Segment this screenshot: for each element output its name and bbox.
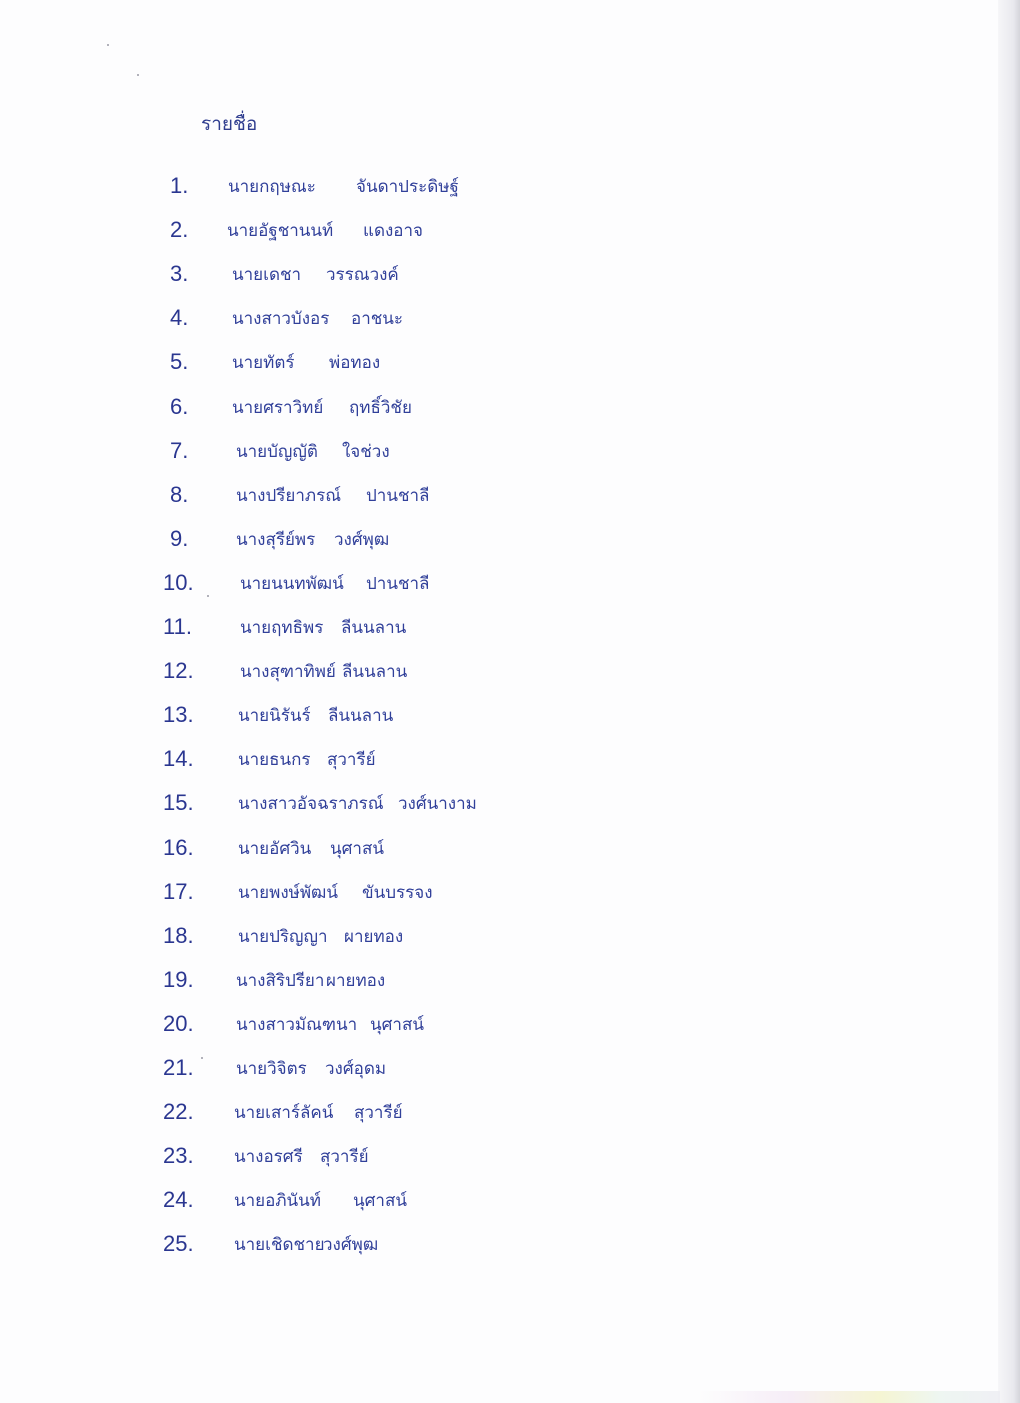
list-item bbox=[0, 833, 560, 863]
person-first-name: นายฤทธิพร bbox=[240, 618, 324, 638]
list-item bbox=[0, 1053, 560, 1083]
person-last-name: วงศ์พุฒ bbox=[323, 1235, 379, 1256]
item-number: 11. bbox=[163, 614, 192, 639]
item-number: 9. bbox=[170, 525, 189, 551]
item-number: 10. bbox=[163, 569, 194, 595]
person-first-name: นายเสาร์ลัคน์ bbox=[234, 1103, 334, 1124]
item-number: 8. bbox=[170, 481, 189, 507]
person-last-name: ลีนนลาน bbox=[328, 706, 394, 727]
list-item bbox=[0, 524, 560, 554]
item-number: 20. bbox=[163, 1010, 194, 1036]
list-item bbox=[0, 612, 560, 642]
item-number: 18. bbox=[163, 922, 194, 948]
person-first-name: นายธนกร bbox=[238, 750, 311, 771]
list-item bbox=[0, 656, 560, 686]
list-item bbox=[0, 436, 560, 466]
item-number: 7. bbox=[170, 437, 189, 463]
person-first-name: นางสาวอัจฉราภรณ์ bbox=[238, 794, 384, 815]
list-item bbox=[0, 171, 560, 201]
person-first-name: นายเดชา bbox=[232, 265, 302, 286]
list-item bbox=[0, 259, 560, 289]
list-item bbox=[0, 347, 560, 377]
person-last-name: ลีนนลาน bbox=[342, 662, 408, 683]
item-number: 22. bbox=[163, 1099, 194, 1125]
person-first-name: นายบัญญัติ bbox=[236, 441, 318, 462]
person-last-name: วงศ์นางาม bbox=[398, 794, 477, 815]
person-first-name: นายเชิดชาย bbox=[234, 1235, 325, 1256]
scan-speck bbox=[107, 44, 109, 46]
item-number: 23. bbox=[163, 1143, 194, 1169]
list-item bbox=[0, 303, 560, 333]
list-heading: รายชื่อ bbox=[201, 113, 258, 135]
list-item bbox=[0, 1097, 560, 1127]
person-last-name: ปานชาลี bbox=[366, 485, 430, 506]
person-last-name: ใจช่วง bbox=[342, 441, 390, 462]
person-last-name: สุวารีย์ bbox=[327, 750, 376, 771]
item-number: 14. bbox=[163, 746, 194, 772]
person-first-name: นางสุฑาทิพย์ bbox=[240, 662, 336, 683]
person-last-name: อาชนะ bbox=[351, 309, 404, 330]
item-number: 6. bbox=[170, 393, 189, 419]
person-last-name: วงศ์พุฒ bbox=[334, 529, 390, 550]
list-item bbox=[0, 1185, 560, 1215]
person-first-name: นายนนทพัฒน์ bbox=[240, 573, 344, 594]
list-item bbox=[0, 480, 560, 510]
person-first-name: นางสิริปรียา bbox=[236, 970, 325, 991]
person-first-name: นายทัตร์ bbox=[232, 353, 295, 374]
person-first-name: นางปรียาภรณ์ bbox=[236, 485, 342, 506]
list-item bbox=[0, 568, 560, 598]
person-last-name: แดงอาจ bbox=[363, 221, 424, 242]
list-item bbox=[0, 965, 560, 995]
item-number: 2. bbox=[170, 217, 189, 243]
list-item bbox=[0, 700, 560, 730]
person-first-name: นายศราวิทย์ bbox=[232, 397, 324, 418]
person-last-name: ขันบรรจง bbox=[362, 882, 433, 903]
person-last-name: สุวารีย์ bbox=[354, 1103, 403, 1124]
item-number: 15. bbox=[163, 790, 194, 816]
item-number: 5. bbox=[170, 349, 189, 375]
scan-speck bbox=[137, 74, 139, 76]
list-item bbox=[0, 1141, 560, 1171]
person-last-name: ฤทธิ์วิชัย bbox=[349, 397, 412, 418]
person-first-name: นายอัศวิน bbox=[238, 838, 312, 859]
person-first-name: นายปริญญา bbox=[238, 926, 328, 947]
item-number: 17. bbox=[163, 878, 194, 904]
person-first-name: นางอรศรี bbox=[234, 1147, 303, 1168]
item-number: 13. bbox=[163, 702, 194, 728]
person-last-name: ผายทอง bbox=[344, 926, 404, 947]
item-number: 24. bbox=[163, 1187, 194, 1213]
person-first-name: นายพงษ์พัฒน์ bbox=[238, 882, 339, 903]
list-item bbox=[0, 788, 560, 818]
item-number: 4. bbox=[170, 305, 189, 331]
item-number: 3. bbox=[170, 261, 189, 287]
person-last-name: ลีนนลาน bbox=[341, 618, 407, 638]
person-first-name: นายอัฐชานนท์ bbox=[227, 221, 334, 242]
item-number: 19. bbox=[163, 966, 194, 992]
person-last-name: ปานชาลี bbox=[366, 573, 430, 594]
list-item bbox=[0, 744, 560, 774]
person-last-name: วรรณวงค์ bbox=[326, 265, 399, 286]
person-first-name: นางสุรีย์พร bbox=[236, 529, 316, 550]
person-last-name: วงศ์อุดม bbox=[325, 1059, 387, 1079]
scan-color-artifact bbox=[700, 1391, 1000, 1403]
person-first-name: นายกฤษณะ bbox=[228, 177, 316, 197]
item-number: 21. bbox=[163, 1055, 194, 1080]
list-item bbox=[0, 1009, 560, 1039]
item-number: 16. bbox=[163, 834, 194, 860]
list-item bbox=[0, 921, 560, 951]
person-last-name: นุศาสน์ bbox=[353, 1191, 407, 1212]
item-number: 12. bbox=[163, 658, 194, 684]
item-number: 25. bbox=[163, 1231, 194, 1257]
person-first-name: นางสาวมัณฑนา bbox=[236, 1014, 358, 1035]
person-last-name: นุศาสน์ bbox=[330, 838, 384, 859]
list-item bbox=[0, 877, 560, 907]
person-first-name: นายนิรันร์ bbox=[238, 706, 311, 727]
person-first-name: นายอภินันท์ bbox=[234, 1191, 321, 1212]
person-last-name: จันดาประดิษฐ์ bbox=[356, 177, 459, 197]
person-last-name: ผายทอง bbox=[326, 970, 386, 991]
person-first-name: นางสาวบังอร bbox=[232, 309, 330, 330]
person-first-name: นายวิจิตร bbox=[236, 1059, 307, 1079]
list-item bbox=[0, 215, 560, 245]
person-last-name: สุวารีย์ bbox=[320, 1147, 369, 1168]
list-item bbox=[0, 1229, 560, 1259]
list-item bbox=[0, 392, 560, 422]
page-edge-shadow bbox=[998, 0, 1020, 1403]
person-last-name: พ่อทอง bbox=[329, 353, 381, 374]
person-last-name: นุศาสน์ bbox=[370, 1014, 424, 1035]
item-number: 1. bbox=[170, 173, 189, 198]
